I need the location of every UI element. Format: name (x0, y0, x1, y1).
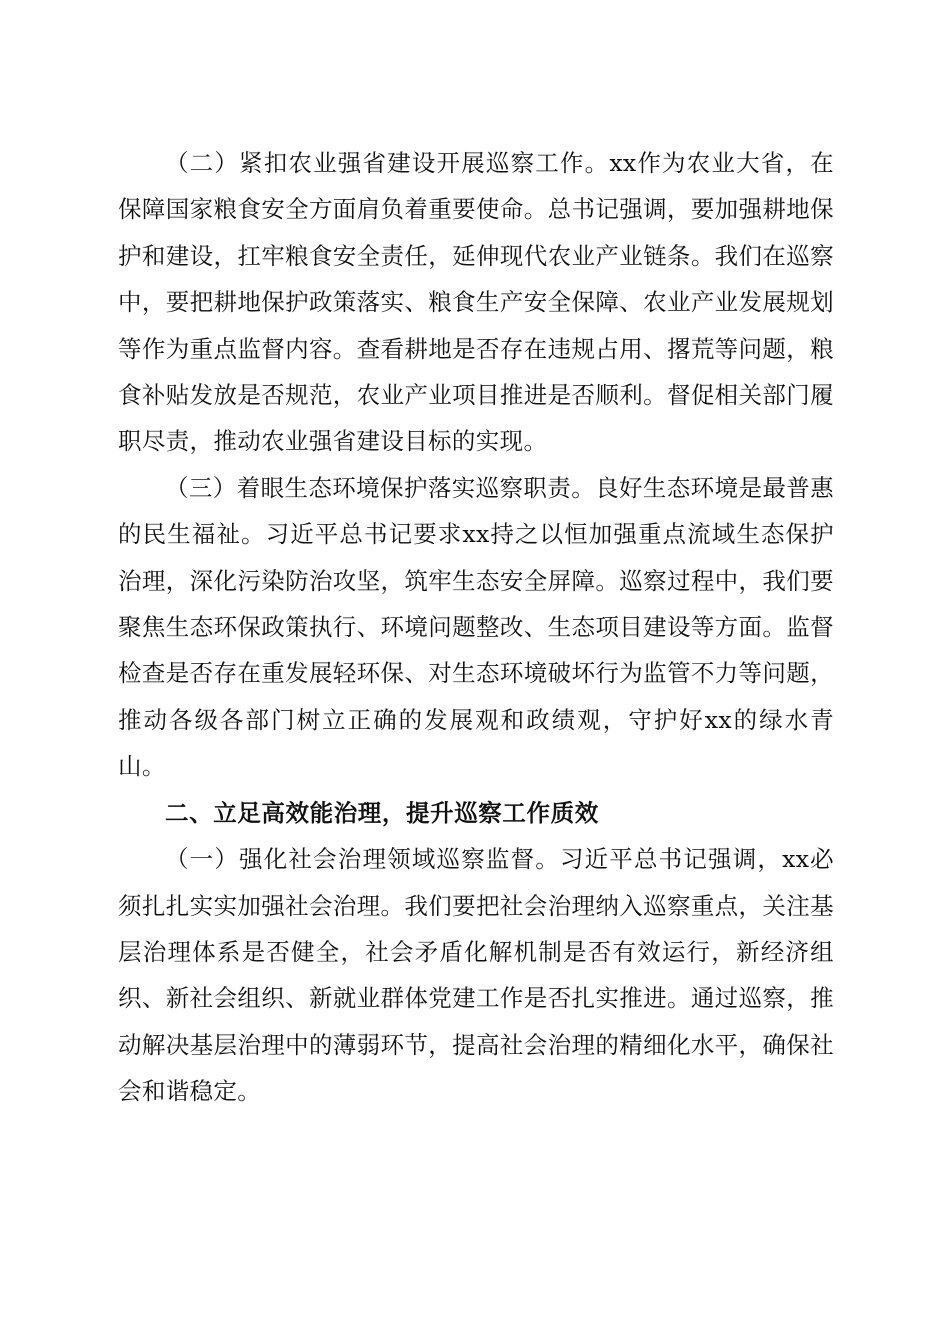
paragraph-agriculture (118, 140, 834, 465)
document-page (118, 140, 834, 1115)
paragraph-ecology (118, 465, 834, 790)
paragraph-body: 良好生态环境是最普惠的民生福祉。习近平总书记要求xx持之以恒加强重点流域生态保护治理，深化污染防治攻坚，筑牢生态安全屏障。巡察过程中，我们要聚焦生态环保政策执行、环境问题整改、生态项目建设等方面。监督检查是否存在重发展轻环保、对生态环境破坏行为监管不力等问题，推动各级各部门树立正确的发展观和政绩观，守护好xx的绿水青山。 (118, 473, 834, 781)
paragraph-body: 习近平总书记强调，xx必须扎扎实实加强社会治理。我们要把社会治理纳入巡察重点，关注基层治理体系是否健全，社会矛盾化解机制是否有效运行，新经济组织、新社会组织、新就业群体党建工作是否扎实推进。通过巡察，推动解决基层治理中的薄弱环节，提高社会治理的精细化水平，确保社会和谐稳定。 (118, 845, 834, 1106)
paragraph-lead: （二）紧扣农业强省建设开展巡察工作。 (165, 149, 610, 177)
paragraph-lead: （三）着眼生态环境保护落实巡察职责。 (165, 473, 596, 502)
paragraph-body: xx作为农业大省，在保障国家粮食安全方面肩负着重要使命。总书记强调，要加强耕地保护和建设，扛牢粮食安全责任，延伸现代农业产业链条。我们在巡察中，要把耕地保护政策落实、粮食生产安全保障、农业产业发展规划等作为重点监督内容。查看耕地是否存在违规占用、撂荒等问题，粮食补贴发放是否规范，农业产业项目推进是否顺利。督促相关部门履职尽责，推动农业强省建设目标的实现。 (118, 149, 834, 456)
paragraph-lead: （一）强化社会治理领域巡察监督。 (165, 845, 560, 874)
paragraph-social-governance (118, 836, 834, 1114)
section-heading: 二、立足高效能治理，提升巡察工作质效 (165, 798, 599, 827)
